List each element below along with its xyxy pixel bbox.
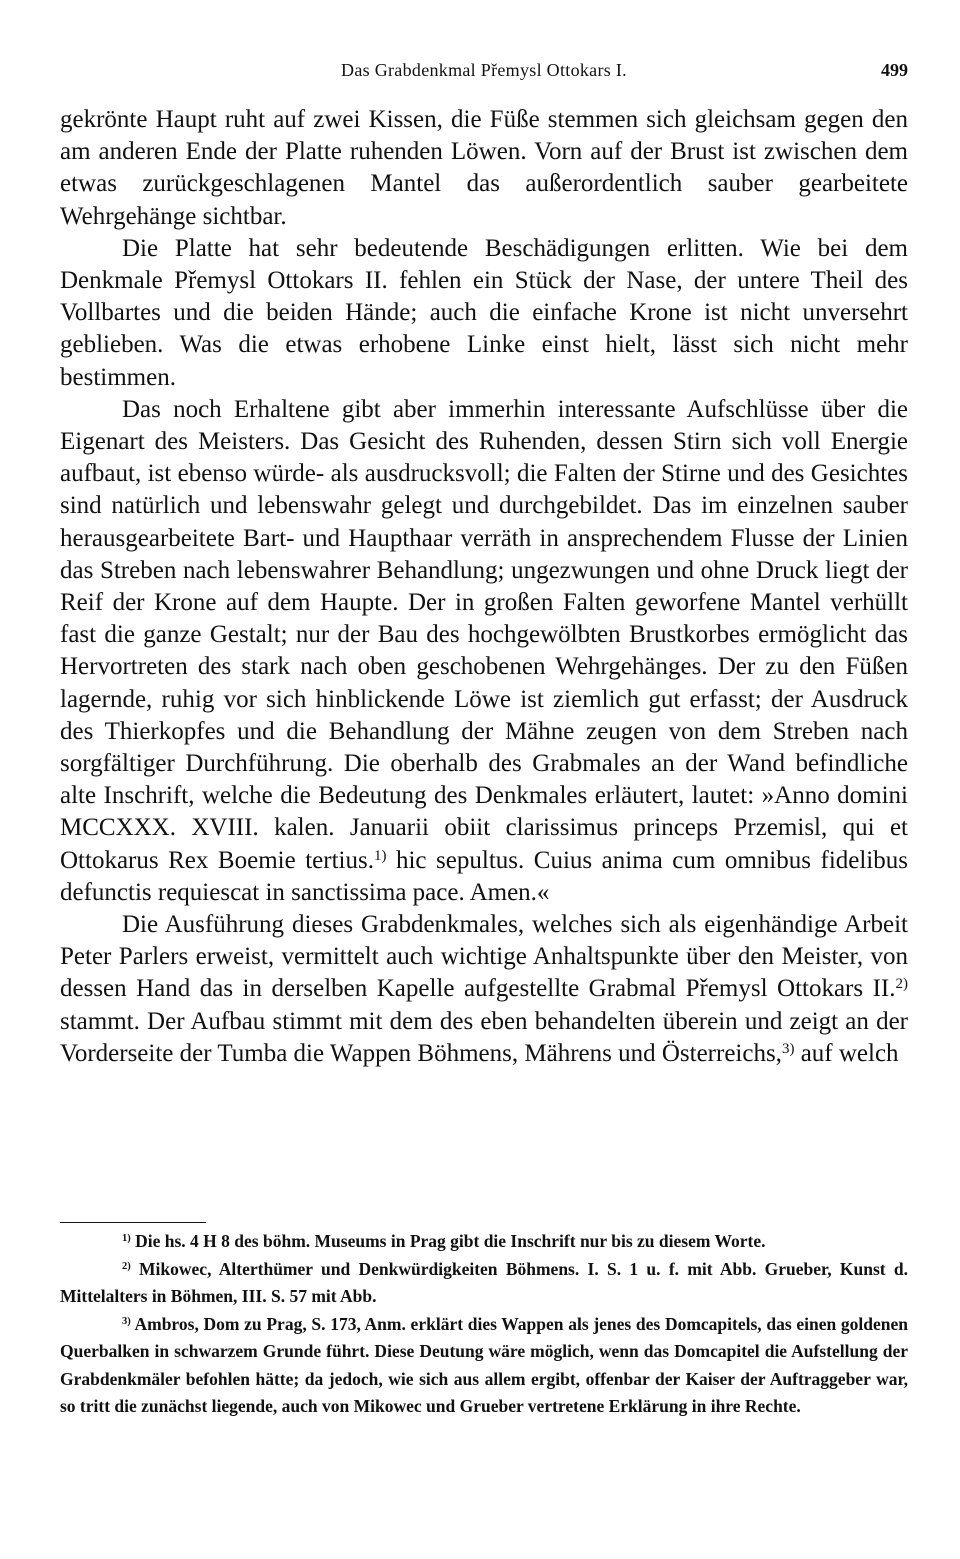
footnote-3-mark: 3) — [122, 1315, 131, 1327]
paragraph-4-text-b: stammt. Der Aufbau stimmt mit dem des eben behandelten überein und zeigt an der Vorderseite der Tumba die Wappen Böhmens, Mährens und Österreichs, — [60, 1007, 908, 1067]
page-number: 499 — [881, 60, 908, 80]
footnote-1-text: Die hs. 4 H 8 des böhm. Museums in Prag gibt die Inschrift nur bis zu diesem Worte. — [130, 1231, 766, 1251]
footnote-2 — [60, 1256, 908, 1311]
footnote-2-text: Mikowec, Alterthümer und Denkwürdigkeiten Böhmens. I. S. 1 u. f. mit Abb. Grueber, Kunst d. Mittelalters in Böhmen, III. S. 57 mit Abb. — [60, 1258, 908, 1306]
paragraph-3-text-b: hic sepultus. Cuius anima cum omnibus fidelibus defunctis requiescat in sanctissima pace. Amen.« — [60, 846, 908, 906]
footnote-1-mark: 1) — [122, 1233, 131, 1245]
footnote-1 — [60, 1228, 908, 1256]
paragraph-2: Die Platte hat sehr bedeutende Beschädigungen erlitten. Wie bei dem Denkmale Přemysl Ottokars II. fehlen ein Stück der Nase, der untere Theil des Vollbartes und die beiden Hände; auch die einfache Krone ist nicht unversehrt geblieben. Was die etwas erhobene Linke einst hielt, lässt sich nicht mehr bestimmen. — [60, 234, 908, 391]
footnote-3-text: Ambros, Dom zu Prag, S. 173, Anm. erklärt dies Wappen als jenes des Domcapitels, das einen goldenen Querbalken in schwarzem Grunde führt. Diese Deutung wäre möglich, wenn das Domcapitel die Aufstellung der Grabdenkmäler befohlen hätte; da jedoch, wie sich aus allem ergibt, offenbar der Kaiser der Auftraggeber war, so tritt die zunächst liegende, auch von Mikowec und Grueber vertretene Erklärung in ihre Rechte. — [60, 1313, 908, 1416]
paragraph-1: gekrönte Haupt ruht auf zwei Kissen, die Füße stemmen sich gleichsam gegen den am anderen Ende der Platte ruhenden Löwen. Vorn auf der Brust ist zwischen dem etwas zurückgeschlagenen Mantel das außerordentlich sauber gearbeitete Wehrgehänge sichtbar. — [60, 106, 908, 230]
paragraph-4-text-a: Die Ausführung dieses Grabdenkmales, welches sich als eigenhändige Arbeit Peter Parlers erweist, vermittelt auch wichtige Anhaltspunkte über den Meister, von dessen Hand das in derselben Kapelle aufgestellte Grabmal Přemysl Ottokars II. — [60, 911, 908, 1003]
footnote-separator — [60, 1222, 206, 1223]
page-header — [60, 60, 908, 86]
paragraph-3 — [60, 394, 908, 909]
paragraph-3-text-a: Das noch Erhaltene gibt aber immerhin interessante Aufschlüsse über die Eigenart des Meisters. Das Gesicht des Ruhenden, dessen Stirn sich voll Energie aufbaut, ist ebenso würde- als ausdrucksvoll; die Falten der Stirne und des Gesichtes sind natürlich und lebenswahr gelegt und durchgebildet. Das im einzelnen sauber herausgearbeitete Bart- und Haupthaar verräth in ansprechendem Flusse der Linien das Streben nach lebenswahrer Behandlung; ungezwungen und ohne Druck liegt der Reif der Krone auf dem Haupte. Der in großen Falten geworfene Mantel verhüllt fast die ganze Gestalt; nur der Bau des hochgewölbten Brustkorbes ermöglicht das Hervortreten des stark nach oben geschobenen Wehrgehänges. Der zu den Füßen lagernde, ruhig vor sich hinblickende Löwe ist ziemlich gut erfasst; der Ausdruck des Thierkopfes und die Behandlung der Mähne zeugen von dem Streben nach sorgfältiger Durchführung. Die oberhalb des Grabmales an der Wand befindliche alte Inschrift, welche die Bedeutung des Denkmales erläutert, lautet: »Anno domini MCCXXX. XVIII. kalen. Januarii obiit clarissimus princeps Przemisl, qui et Ottokarus Rex Boemie tertius. — [60, 395, 908, 874]
footnote-2-mark: 2) — [122, 1260, 131, 1272]
footnote-ref-2: 2) — [895, 976, 908, 993]
book-page — [60, 0, 908, 1559]
footnote-ref-3: 3) — [781, 1040, 795, 1057]
paragraph-4-text-c: auf welch — [794, 1039, 899, 1067]
paragraph-4 — [60, 909, 908, 1070]
footnote-ref-1: 1) — [373, 847, 387, 864]
footnote-3 — [60, 1311, 908, 1421]
main-text — [60, 104, 908, 1070]
running-head: Das Grabdenkmal Přemysl Ottokars I. — [341, 60, 627, 80]
footnotes — [60, 1228, 908, 1421]
